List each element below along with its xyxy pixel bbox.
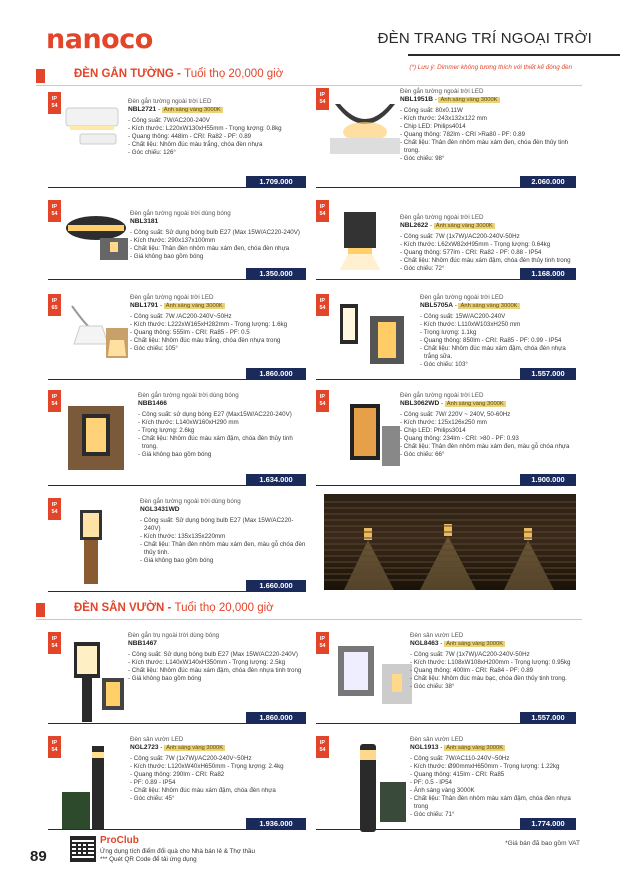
light-color-badge: Ánh sáng vàng 3000K bbox=[446, 641, 504, 647]
product-image bbox=[62, 206, 132, 267]
section-title: ĐÈN SÂN VƯỜN - Tuổi thọ 20,000 giờ bbox=[74, 602, 274, 614]
page-title: ĐÈN TRANG TRÍ NGOẠI TRỜI bbox=[377, 30, 592, 47]
product-specs: Đèn gắn tường ngoài trời LED NBL5705A - Ánh sáng vàng 3000K - Công suất: 15W/AC200-240V - Kích thước: L110xW103xH250 mm - Trọng lượng: 1.1kg - Quang thông: 850lm - CRI: Ra85 - PF: 0.99 - IP54 - Chất liệu: Nhôm đúc màu xám đậm, chóa đèn nhựa trắng sữa. - Góc chiếu: 103° bbox=[420, 294, 576, 369]
product-specs bbox=[128, 632, 306, 683]
page-header bbox=[0, 0, 620, 62]
spec-line: - Kích thước: L140xW140xH350mm - Trọng lượng: 2.5kg bbox=[128, 659, 286, 666]
product-code: NGL3431WD bbox=[140, 506, 180, 513]
product-code: NBL3062WD bbox=[400, 400, 440, 407]
ip-rating-badge: IP 54 bbox=[48, 498, 61, 520]
spec-line: - Góc chiếu: 98° bbox=[400, 155, 445, 162]
product-code: NGL2723 bbox=[130, 744, 159, 751]
spec-line: - Kích thước: L222xW165xH282mm - Trọng lượng: 1.6kg bbox=[130, 321, 288, 328]
spec-line: - Công suất: 7W (1x7W)/AC200-240V~50Hz bbox=[130, 755, 252, 762]
spec-line: - Kích thước: 290x137x100mm bbox=[130, 237, 216, 244]
spec-line: - Chất liệu: Thân đèn nhôm màu xám đen, chóa đèn nhựa bbox=[130, 245, 290, 252]
product-name: Đèn gắn tường ngoài trời dùng bóng bbox=[140, 498, 241, 505]
ip-rating-badge: IP 54 bbox=[316, 632, 329, 654]
product-card bbox=[316, 88, 576, 188]
spec-line: - Quang thông: 782lm - CRI >Ra80 - PF: 0.89 bbox=[400, 131, 526, 138]
spec-line: - Kích thước: Ø90mmxH650mm - Trọng lượng: 1.22kg bbox=[410, 763, 560, 770]
product-code: NGL8463 bbox=[410, 640, 439, 647]
product-card bbox=[316, 736, 576, 830]
spec-line: - Công suất: Sử dụng bóng bulb E27 (Max 15W/AC220-240V) bbox=[128, 651, 298, 658]
spec-line: - Công suất: 7W (1x7W)/AC200-240V-50Hz bbox=[400, 233, 520, 240]
spec-line: - Kích thước: L140xW160xH290 mm bbox=[138, 419, 239, 426]
spec-line: - Chất liệu: Nhôm đúc màu trắng, chóa đèn nhựa trong bbox=[130, 337, 281, 344]
spec-line: - Công suất: sử dụng bóng E27 (Max15W/AC220-240V) bbox=[138, 411, 292, 418]
proclub-description: Ứng dụng tích điểm đổi quà cho Nhà bán lẻ & Thợ thầu *** Quét QR Code để tải ứng dụng bbox=[100, 848, 256, 863]
product-name: Đèn gắn tường ngoài trời dùng bóng bbox=[130, 210, 231, 217]
light-color-badge: Ánh sáng vàng 3000K bbox=[446, 401, 504, 407]
spec-line: - Công suất: 7W/AC200-240V bbox=[128, 117, 210, 124]
spec-line: - Kích thước: 243x132x122 mm bbox=[400, 115, 487, 122]
spec-line: - Công suất: 7W/AC110-240V~50Hz bbox=[410, 755, 510, 762]
spec-line: - Trọng lượng: 1.1kg bbox=[420, 329, 477, 336]
light-color-badge: Ánh sáng vàng 3000K bbox=[166, 745, 224, 751]
product-name: Đèn gắn tường ngoài trời LED bbox=[420, 294, 504, 301]
spec-line: - Kích thước: L110xW103xH250 mm bbox=[420, 321, 521, 328]
spec-line: - Góc chiếu: 71° bbox=[410, 811, 455, 818]
product-card bbox=[48, 632, 306, 724]
section-rule bbox=[36, 619, 582, 620]
dimmer-note: (*) Lưu ý: Dimmer không tương thích với thiết kế đóng đèn bbox=[409, 64, 572, 71]
spec-line: - Giá không bao gồm bóng bbox=[128, 675, 202, 682]
price-tag: 1.557.000 bbox=[520, 712, 576, 724]
light-color-badge: Ánh sáng vàng 3000K bbox=[163, 107, 221, 113]
ip-rating-badge: IP 54 bbox=[316, 736, 329, 758]
price-tag: 1.900.000 bbox=[520, 474, 576, 486]
price-tag: 1.709.000 bbox=[246, 176, 306, 188]
page-number: 89 bbox=[30, 848, 47, 865]
spec-line: - Góc chiếu: 126° bbox=[128, 149, 176, 156]
light-color-badge: Ánh sáng vàng 3000K bbox=[435, 223, 493, 229]
spec-line: - Góc chiếu: 105° bbox=[130, 345, 178, 352]
product-code: NBL3181 bbox=[130, 218, 159, 225]
product-name: Đèn gắn tường ngoài trời LED bbox=[400, 392, 484, 399]
spec-line: - Kích thước: 125x126x250 mm bbox=[400, 419, 487, 426]
product-code: NBL2622 bbox=[400, 222, 429, 229]
product-specs: Đèn gắn tường ngoài trời LED NBL2721 - Ánh sáng vàng 3000K - Công suất: 7W/AC200-240V - Kích thước: L220xW130xH55mm - Trọng lượng: 0.8kg - Quang thông: 448lm - CRI: Ra82 - PF: 0.89 - Chất liệu: Nhôm đúc màu trắng, chóa đèn nhựa - Góc chiếu: 126° bbox=[128, 98, 308, 157]
product-name: Đèn sân vườn LED bbox=[410, 632, 464, 639]
light-color-badge: Ánh sáng vàng 3000K bbox=[165, 303, 223, 309]
product-image bbox=[62, 300, 132, 371]
spec-line: - Chất liệu: Thân đèn nhôm màu xám đen, màu gỗ chóa nhựa bbox=[400, 443, 570, 450]
spec-line: - Giá không bao gồm bóng bbox=[130, 253, 204, 260]
product-specs: Đèn gắn tường ngoài trời LED NBL1951B - Ánh sáng vàng 3000K - Công suất: 80x0.11W - Kích thước: 243x132x122 mm - Chip LED: Philips4014 - Quang thông: 782lm - CRI >Ra80 - PF: 0.89 - Chất liệu: Thân đèn nhôm màu xám đen, chóa đèn thủy tinh trong. - Góc chiếu: 98° bbox=[400, 88, 576, 163]
product-card bbox=[316, 632, 576, 724]
spec-line: - Góc chiếu: 66° bbox=[400, 451, 445, 458]
product-code: NBL5705A bbox=[420, 302, 453, 309]
spec-line: - Kích thước: L108xW108xH200mm - Trọng lượng: 0.95kg bbox=[410, 659, 571, 666]
spec-line: - Quang thông: 555lm - CRI: Ra85 - PF: 0.5 bbox=[130, 329, 250, 336]
product-name: Đèn gắn tường ngoài trời LED bbox=[130, 294, 214, 301]
product-image bbox=[330, 94, 400, 159]
product-card bbox=[48, 200, 306, 280]
nanoco-logo: nanoco bbox=[46, 24, 153, 55]
product-card bbox=[48, 736, 306, 830]
spec-line: - Chip LED: Philips3014 bbox=[400, 427, 466, 434]
product-specs bbox=[138, 392, 306, 459]
spec-line: - Chất liệu: Nhôm đúc màu bạc, chóa đèn thủy tinh trong. bbox=[410, 675, 567, 682]
spec-line: - Quang thông: 415lm - CRI: Ra85 bbox=[410, 771, 505, 778]
spec-line: - Quang thông: 400lm - CRI: Ra84 - PF: 0.89 bbox=[410, 667, 534, 674]
product-specs: Đèn gắn tường ngoài trời LED NBL2622 - Ánh sáng vàng 3000K - Công suất: 7W (1x7W)/AC200-240V-50Hz - Kích thước: L62xW82xH95mm - Trọng lượng: 0.64kg - Quang thông: 577lm - CRI: Ra82 - PF: 0.88 - IP54 - Chất liệu: Nhôm đúc màu xám đậm, chóa đèn thủy tinh trong - Góc chiếu: 72° bbox=[400, 214, 576, 273]
ip-rating-badge: IP 54 bbox=[48, 736, 61, 758]
light-color-badge: Ánh sáng vàng 3000K bbox=[440, 97, 498, 103]
section-accent bbox=[36, 69, 45, 83]
spec-line: - Giá không bao gồm bóng bbox=[138, 451, 212, 458]
spec-line: - Chất liệu: Nhôm đúc màu xám đậm, chóa đèn nhựa trắng sữa. bbox=[420, 345, 566, 360]
spec-line: - Giá không bao gồm bóng bbox=[140, 557, 214, 564]
spec-line: - Chất liệu: Nhôm đúc màu trắng, chóa đèn nhựa bbox=[128, 141, 263, 148]
price-tag: 1.660.000 bbox=[246, 580, 306, 592]
product-specs: Đèn sân vườn LED NGL1913 - Ánh sáng vàng 3000K - Công suất: 7W/AC110-240V~50Hz - Kích thước: Ø90mmxH650mm - Trọng lượng: 1.22kg - Quang thông: 415lm - CRI: Ra85 - PF: 0.5 - IP54 - Ánh sáng vàng 3000K - Chất liệu: Thân đèn nhôm màu xám đậm, chóa đèn nhựa trong - Góc chiếu: 71° bbox=[410, 736, 576, 819]
product-card bbox=[48, 294, 306, 380]
spec-line: - Kích thước: L120xW40xH650mm - Trọng lượng: 2.4kg bbox=[130, 763, 284, 770]
section-title: ĐÈN GẮN TƯỜNG - Tuổi thọ 20,000 giờ bbox=[74, 68, 284, 80]
spec-line: - Công suất: 80x0.11W bbox=[400, 107, 463, 114]
product-card bbox=[48, 498, 306, 592]
spec-line: - PF: 0.89 - IP54 bbox=[130, 779, 176, 786]
light-color-badge: Ánh sáng vàng 3000K bbox=[460, 303, 518, 309]
spec-line: - Công suất: 7W/ 220V ~ 240V, 50-60Hz bbox=[400, 411, 511, 418]
ip-rating-badge: IP 54 bbox=[316, 390, 329, 412]
ip-rating-badge: IP 65 bbox=[48, 294, 61, 316]
spec-line: - Công suất: 7W /AC200-240V~50Hz bbox=[130, 313, 232, 320]
product-code: NBL1791 bbox=[130, 302, 159, 309]
spec-line: - Chất liệu: Thân đèn nhôm màu xám đen, chóa đèn thủy tinh trong. bbox=[400, 139, 569, 154]
spec-line: - Góc chiếu: 45° bbox=[130, 795, 175, 802]
product-specs bbox=[140, 498, 306, 565]
price-tag: 1.936.000 bbox=[246, 818, 306, 830]
product-name: Đèn sân vườn LED bbox=[130, 736, 184, 743]
product-code: NBL1951B bbox=[400, 96, 433, 103]
section-rule bbox=[36, 85, 582, 86]
price-tag: 1.774.000 bbox=[520, 818, 576, 830]
product-image bbox=[62, 98, 128, 153]
product-name: Đèn sân vườn LED bbox=[410, 736, 464, 743]
product-specs: Đèn gắn tường ngoài trời LED NBL1791 - Ánh sáng vàng 3000K - Công suất: 7W /AC200-240V~50Hz - Kích thước: L222xW165xH282mm - Trọng lượng: 1.6kg - Quang thông: 555lm - CRI: Ra85 - PF: 0.5 - Chất liệu: Nhôm đúc màu trắng, chóa đèn nhựa trong - Góc chiếu: 105° bbox=[130, 294, 306, 353]
section-accent bbox=[36, 603, 45, 617]
spec-line: - Quang thông: 448lm - CRI: Ra82 - PF: 0.89 bbox=[128, 133, 252, 140]
spec-line: - Chất liệu: Nhôm đúc màu xám đậm, chóa đèn thủy tinh trong. bbox=[138, 435, 293, 450]
spec-line: - Quang thông: 577lm - CRI: Ra82 - PF: 0.88 - IP54 bbox=[400, 249, 542, 256]
price-tag: 2.060.000 bbox=[520, 176, 576, 188]
product-image bbox=[330, 206, 390, 275]
spec-line: - Công suất: 15W/AC200-240V bbox=[420, 313, 506, 320]
spec-line: - Quang thông: 850lm - CRI: Ra85 - PF: 0.99 - IP54 bbox=[420, 337, 562, 344]
price-tag: 1.168.000 bbox=[520, 268, 576, 280]
ip-rating-badge: IP 54 bbox=[48, 92, 61, 114]
product-name: Đèn gắn tường ngoài trời LED bbox=[400, 214, 484, 221]
proclub-title: ProClub bbox=[100, 835, 139, 846]
spec-line: - Quang thông: 234lm - CRI: >80 - PF: 0.93 bbox=[400, 435, 519, 442]
product-specs: Đèn sân vườn LED NGL2723 - Ánh sáng vàng 3000K - Công suất: 7W (1x7W)/AC200-240V~50Hz - Kích thước: L120xW40xH650mm - Trọng lượng: 2.4kg - Quang thông: 290lm - CRI: Ra82 - PF: 0.89 - IP54 - Chất liệu: Nhôm đúc màu xám đậm, chóa đèn nhựa - Góc chiếu: 45° bbox=[130, 736, 306, 803]
product-image bbox=[330, 742, 410, 839]
product-specs: Đèn sân vườn LED NGL8463 - Ánh sáng vàng 3000K - Công suất: 7W (1x7W)/AC200-240V-50Hz - Kích thước: L108xW108xH200mm - Trọng lượng: 0.95kg - Quang thông: 400lm - CRI: Ra84 - PF: 0.89 - Chất liệu: Nhôm đúc màu bạc, chóa đèn thủy tinh trong. - Góc chiếu: 38° bbox=[410, 632, 576, 691]
product-card bbox=[48, 92, 306, 188]
spec-line: - Công suất: 7W (1x7W)/AC200-240V-50Hz bbox=[410, 651, 530, 658]
vat-note: *Giá bán đã bao gồm VAT bbox=[505, 840, 580, 847]
spec-line: - Góc chiếu: 38° bbox=[410, 683, 455, 690]
product-image bbox=[62, 396, 134, 481]
ip-rating-badge: IP 54 bbox=[48, 632, 61, 654]
ip-rating-badge: IP 54 bbox=[316, 294, 329, 316]
price-tag: 1.557.000 bbox=[520, 368, 576, 380]
product-image bbox=[330, 300, 410, 375]
spec-line: - Chất liệu: Thân đèn nhôm màu xám đen, màu gỗ chóa đèn thủy tinh. bbox=[140, 541, 306, 556]
ip-rating-badge: IP 54 bbox=[48, 200, 61, 222]
price-tag: 1.860.000 bbox=[246, 368, 306, 380]
product-code: NBL2721 bbox=[128, 106, 157, 113]
spec-line: - Quang thông: 290lm - CRI: Ra82 bbox=[130, 771, 225, 778]
spec-line: - Kích thước: 135x135x220mm bbox=[140, 533, 226, 540]
product-name: Đèn gắn trụ ngoài trời dùng bóng bbox=[128, 632, 220, 639]
spec-line: - Chất liệu: Nhôm đúc màu xám đậm, chóa đèn nhựa tinh trong bbox=[128, 667, 302, 674]
spec-line: - Công suất: Sử dụng bóng bulb E27 (Max 15W/AC220-240V) bbox=[140, 517, 294, 532]
price-tag: 1.860.000 bbox=[246, 712, 306, 724]
product-card bbox=[316, 294, 576, 380]
product-specs: Đèn gắn tường ngoài trời LED NBL3062WD - Ánh sáng vàng 3000K - Công suất: 7W/ 220V ~ 240V, 50-60Hz - Kích thước: 125x126x250 mm - Chip LED: Philips3014 - Quang thông: 234lm - CRI: >80 - PF: 0.93 - Chất liệu: Thân đèn nhôm màu xám đen, màu gỗ chóa nhựa - Góc chiếu: 66° bbox=[400, 392, 576, 459]
product-image bbox=[62, 504, 122, 591]
spec-line: - Chất liệu: Nhôm đúc màu xám đậm, chóa đèn nhựa bbox=[130, 787, 276, 794]
product-name: Đèn gắn tường ngoài trời dùng bóng bbox=[138, 392, 239, 399]
product-card bbox=[316, 200, 576, 280]
price-tag: 1.350.000 bbox=[246, 268, 306, 280]
ip-rating-badge: IP 54 bbox=[316, 200, 329, 222]
header-underline bbox=[408, 54, 620, 56]
spec-line: - Chất liệu: Thân đèn nhôm màu xám đậm, chóa đèn nhựa trong bbox=[410, 795, 571, 810]
spec-line: - Góc chiếu: 103° bbox=[420, 361, 468, 368]
product-specs bbox=[130, 210, 306, 261]
product-code: NBB1466 bbox=[138, 400, 167, 407]
product-name: Đèn gắn tường ngoài trời LED bbox=[400, 88, 484, 95]
spec-line: - Kích thước: L220xW130xH55mm - Trọng lượng: 0.8kg bbox=[128, 125, 282, 132]
product-image bbox=[330, 396, 402, 481]
product-card bbox=[48, 390, 306, 486]
light-color-badge: Ánh sáng vàng 3000K bbox=[446, 745, 504, 751]
product-code: NBB1467 bbox=[128, 640, 157, 647]
spec-line: - Trọng lượng: 2.6kg bbox=[138, 427, 195, 434]
ambience-photo bbox=[324, 494, 576, 590]
qr-code[interactable] bbox=[70, 836, 96, 862]
ip-rating-badge: IP 54 bbox=[316, 88, 329, 110]
spec-line: - Ánh sáng vàng 3000K bbox=[410, 787, 475, 794]
spec-line: - Kích thước: L62xW82xH95mm - Trọng lượng: 0.64kg bbox=[400, 241, 551, 248]
spec-line: - PF: 0.5 - IP54 bbox=[410, 779, 452, 786]
price-tag: 1.634.000 bbox=[246, 474, 306, 486]
spec-line: - Chip LED: Philips4014 bbox=[400, 123, 466, 130]
product-image bbox=[330, 638, 416, 723]
spec-line: - Công suất: Sử dụng bóng bulb E27 (Max 15W/AC220-240V) bbox=[130, 229, 300, 236]
product-card bbox=[316, 390, 576, 486]
section-garden-lights bbox=[36, 600, 582, 620]
product-name: Đèn gắn tường ngoài trời LED bbox=[128, 98, 212, 105]
product-image bbox=[62, 742, 132, 837]
product-image bbox=[62, 638, 128, 729]
spec-line: - Chất liệu: Nhôm đúc màu xám đậm, chóa đèn thủy tinh trong bbox=[400, 257, 571, 264]
product-code: NGL1913 bbox=[410, 744, 439, 751]
ip-rating-badge: IP 54 bbox=[48, 390, 61, 412]
spec-line: - Góc chiếu: 72° bbox=[400, 265, 445, 272]
